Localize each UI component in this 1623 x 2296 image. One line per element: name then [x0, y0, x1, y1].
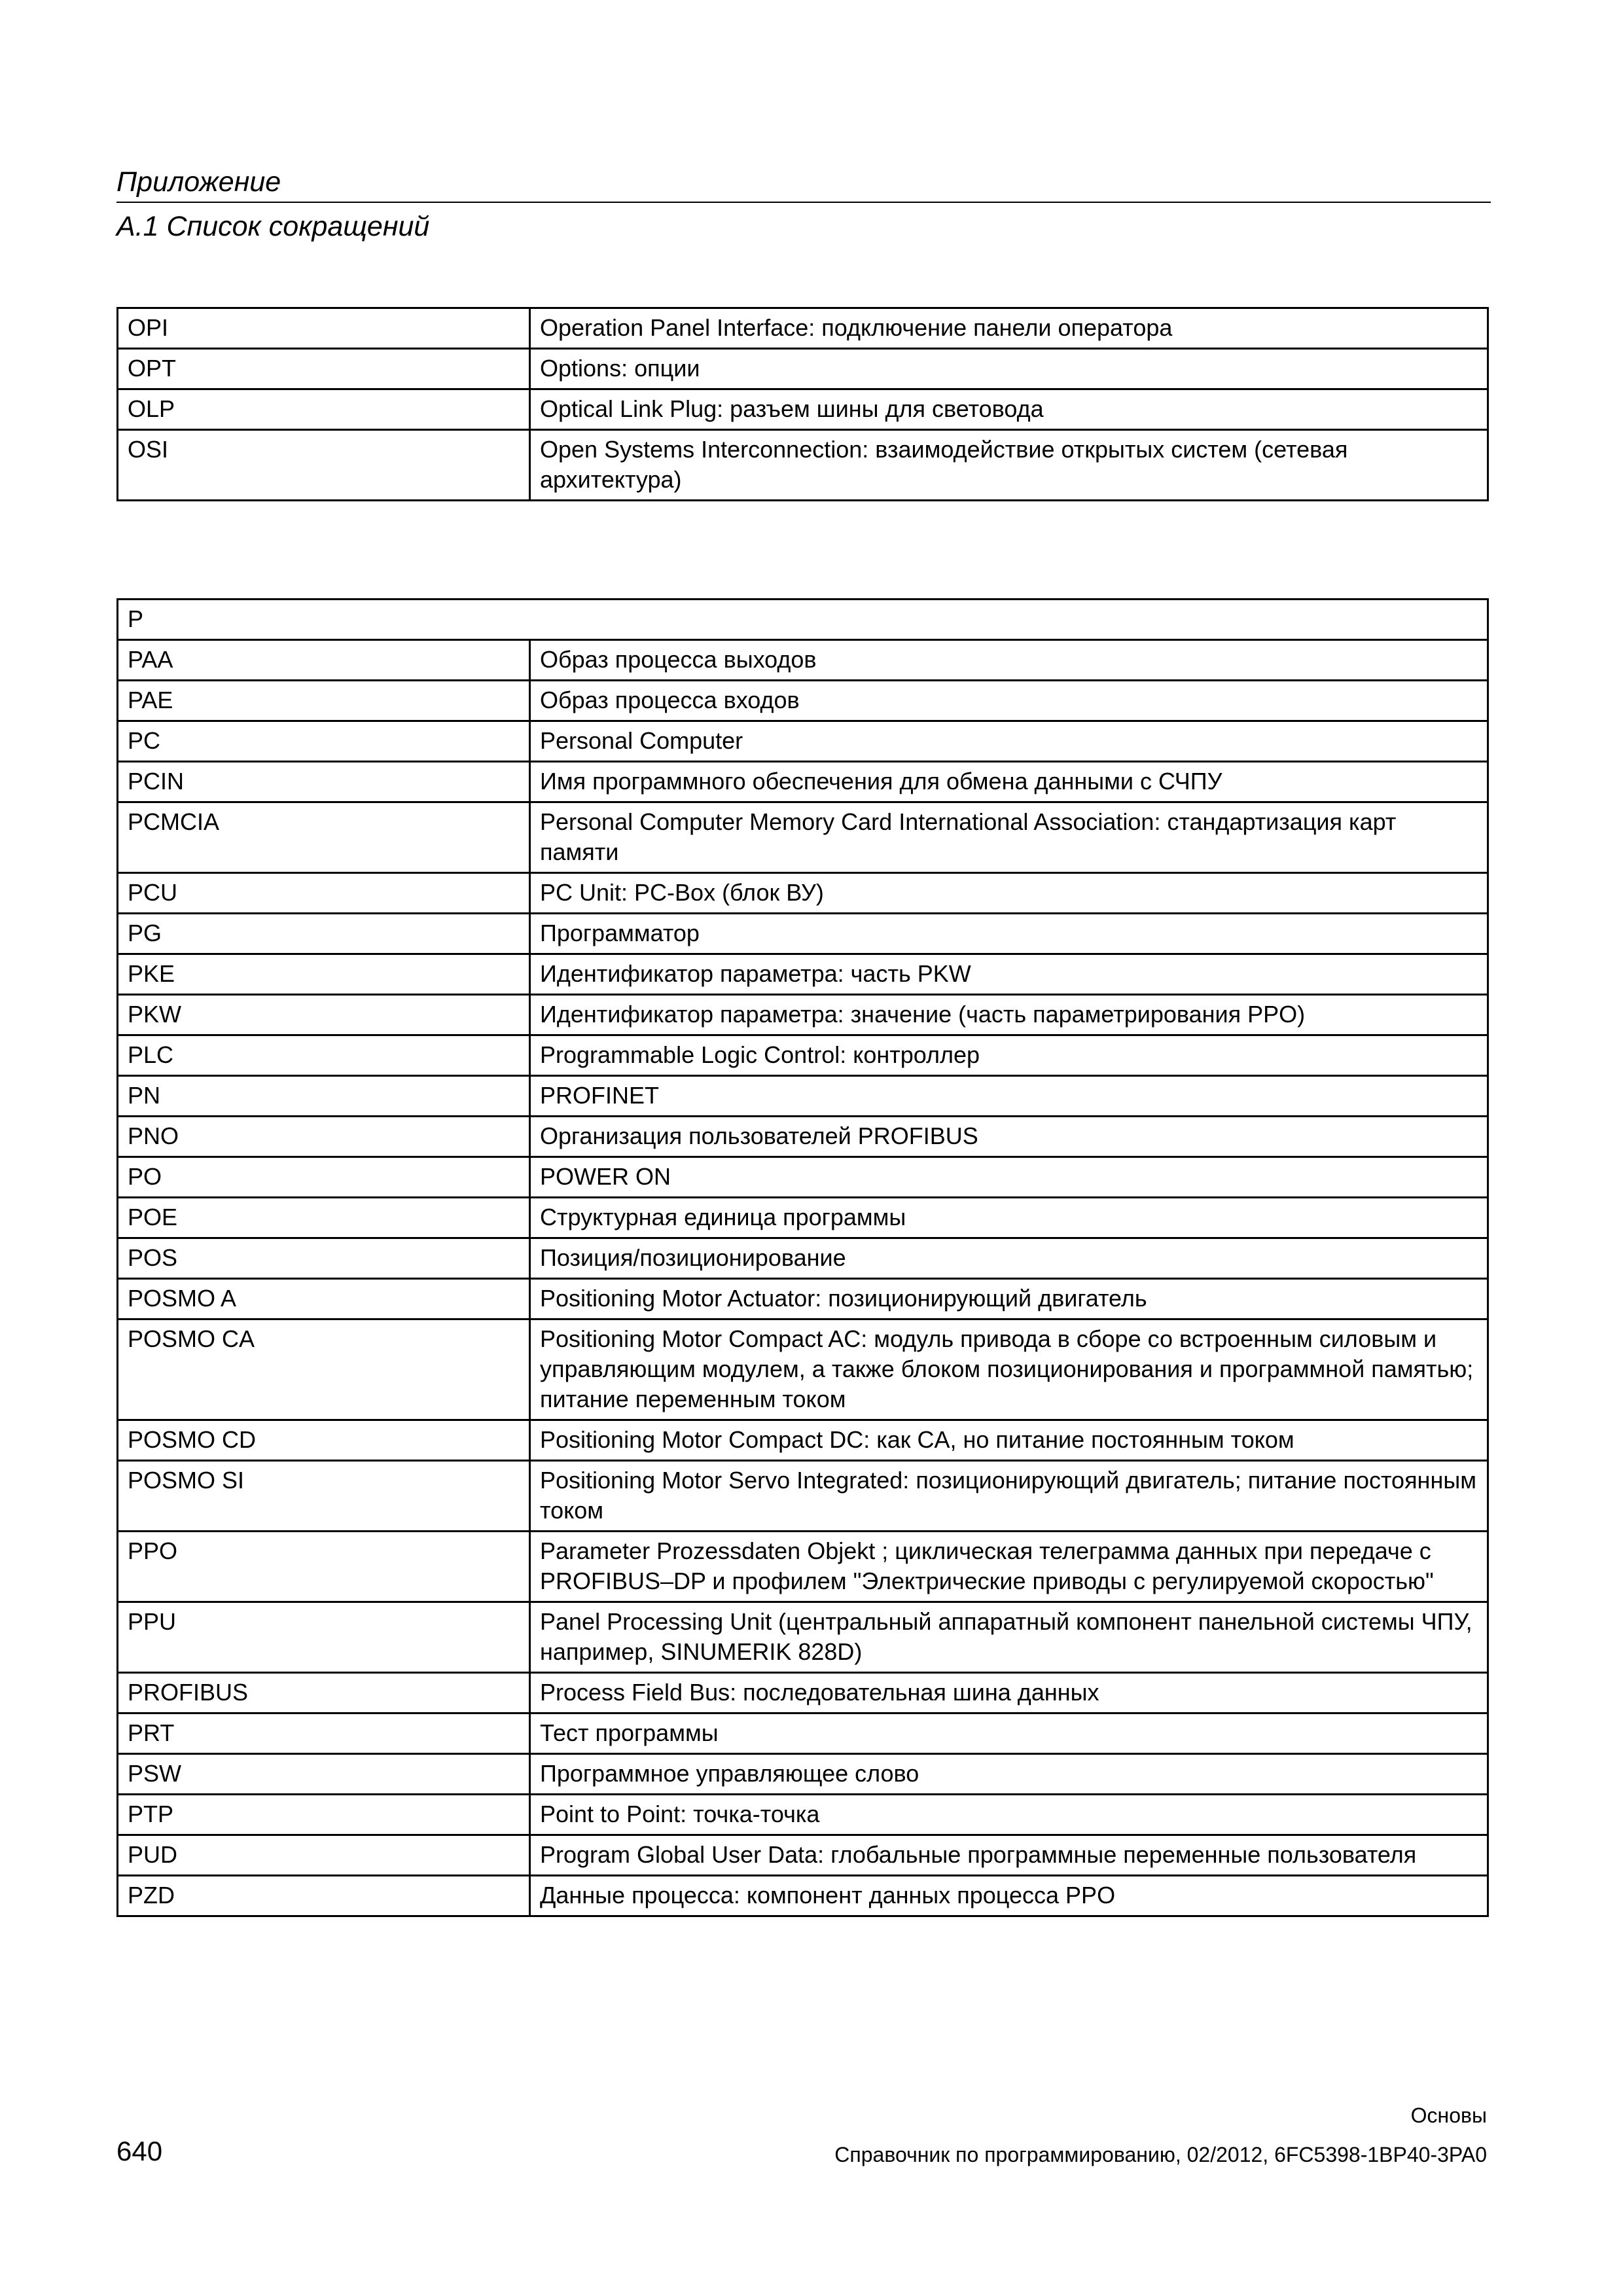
section-letter: P — [118, 600, 1488, 640]
description-cell: Programmable Logic Control: контроллер — [530, 1035, 1488, 1076]
abbreviation-cell: POSMO A — [118, 1279, 530, 1319]
description-cell: Позиция/позиционирование — [530, 1238, 1488, 1279]
abbreviation-cell: PROFIBUS — [118, 1673, 530, 1713]
description-cell: POWER ON — [530, 1157, 1488, 1198]
abbreviation-cell: PLC — [118, 1035, 530, 1076]
abbreviation-cell: POS — [118, 1238, 530, 1279]
abbreviation-cell: POE — [118, 1198, 530, 1238]
abbreviation-cell: PUD — [118, 1835, 530, 1876]
description-cell: Имя программного обеспечения для обмена данными с СЧПУ — [530, 762, 1488, 802]
table-row — [118, 1673, 1488, 1713]
abbreviation-cell: PAA — [118, 640, 530, 681]
description-cell: Программное управляющее слово — [530, 1754, 1488, 1795]
table-row — [118, 430, 1488, 501]
table-row — [118, 873, 1488, 914]
description-cell: Образ процесса входов — [530, 681, 1488, 721]
table-row — [118, 995, 1488, 1035]
description-cell: Personal Computer Memory Card International Association: стандартизация карт памяти — [530, 802, 1488, 873]
description-cell: Образ процесса выходов — [530, 640, 1488, 681]
description-cell: PROFINET — [530, 1076, 1488, 1117]
table-row — [118, 1795, 1488, 1835]
running-header — [116, 165, 1491, 243]
description-cell: Open Systems Interconnection: взаимодействие открытых систем (сетевая архитектура) — [530, 430, 1488, 501]
abbreviation-cell: PRT — [118, 1713, 530, 1754]
abbreviation-cell: PTP — [118, 1795, 530, 1835]
table-row — [118, 1319, 1488, 1420]
table-row — [118, 721, 1488, 762]
abbreviation-cell: OPT — [118, 349, 530, 389]
table-row — [118, 1238, 1488, 1279]
table-row — [118, 681, 1488, 721]
description-cell: Panel Processing Unit (центральный аппаратный компонент панельной системы ЧПУ, например, SINUMERIK 828D) — [530, 1602, 1488, 1673]
abbreviation-cell: PNO — [118, 1117, 530, 1157]
abbreviations-table-o — [116, 307, 1489, 501]
abbreviation-cell: PKW — [118, 995, 530, 1035]
abbreviation-cell: PCMCIA — [118, 802, 530, 873]
table-row — [118, 1876, 1488, 1916]
table-row — [118, 1713, 1488, 1754]
abbreviation-cell: PO — [118, 1157, 530, 1198]
table-row — [118, 308, 1488, 349]
description-cell: Program Global User Data: глобальные программные переменные пользователя — [530, 1835, 1488, 1876]
description-cell: Программатор — [530, 914, 1488, 954]
description-cell: Positioning Motor Servo Integrated: позиционирующий двигатель; питание постоянным током — [530, 1461, 1488, 1532]
description-cell: Идентификатор параметра: значение (часть параметрирования PPO) — [530, 995, 1488, 1035]
abbreviation-cell: PN — [118, 1076, 530, 1117]
table-row — [118, 954, 1488, 995]
abbreviation-cell: PSW — [118, 1754, 530, 1795]
description-cell: Тест программы — [530, 1713, 1488, 1754]
description-cell: Operation Panel Interface: подключение панели оператора — [530, 308, 1488, 349]
table-row — [118, 1835, 1488, 1876]
abbreviation-cell: POSMO CA — [118, 1319, 530, 1420]
description-cell: Options: опции — [530, 349, 1488, 389]
table-row — [118, 802, 1488, 873]
table-row — [118, 1035, 1488, 1076]
abbreviation-cell: POSMO CD — [118, 1420, 530, 1461]
description-cell: Структурная единица программы — [530, 1198, 1488, 1238]
abbreviation-cell: PCU — [118, 873, 530, 914]
table-row — [118, 1117, 1488, 1157]
description-cell: Идентификатор параметра: часть PKW — [530, 954, 1488, 995]
table-row — [118, 1532, 1488, 1602]
abbreviation-cell: PCIN — [118, 762, 530, 802]
table-row — [118, 914, 1488, 954]
description-cell: Positioning Motor Actuator: позиционирующий двигатель — [530, 1279, 1488, 1319]
table-letter-row — [118, 600, 1488, 640]
table-row — [118, 1279, 1488, 1319]
abbreviation-cell: PPU — [118, 1602, 530, 1673]
description-cell: Positioning Motor Compact DC: как CA, но питание постоянным током — [530, 1420, 1488, 1461]
description-cell: Process Field Bus: последовательная шина данных — [530, 1673, 1488, 1713]
table-row — [118, 640, 1488, 681]
footer-document-title: Справочник по программированию, 02/2012, 6FC5398-1BP40-3PA0 — [834, 2143, 1487, 2166]
abbreviation-cell: PKE — [118, 954, 530, 995]
description-cell: Parameter Prozessdaten Objekt ; циклическая телеграмма данных при передаче с PROFIBUS–DP и профилем "Электрические приводы с регулируемой скоростью" — [530, 1532, 1488, 1602]
abbreviation-cell: POSMO SI — [118, 1461, 530, 1532]
description-cell: Personal Computer — [530, 721, 1488, 762]
table-row — [118, 1602, 1488, 1673]
table-row — [118, 389, 1488, 430]
description-cell: PC Unit: PC-Box (блок ВУ) — [530, 873, 1488, 914]
abbreviation-cell: PC — [118, 721, 530, 762]
abbreviation-cell: OPI — [118, 308, 530, 349]
description-cell: Optical Link Plug: разъем шины для световода — [530, 389, 1488, 430]
description-cell: Организация пользователей PROFIBUS — [530, 1117, 1488, 1157]
table-row — [118, 1157, 1488, 1198]
abbreviation-cell: PPO — [118, 1532, 530, 1602]
description-cell: Данные процесса: компонент данных процесса PPO — [530, 1876, 1488, 1916]
table-row — [118, 1076, 1488, 1117]
description-cell: Point to Point: точка-точка — [530, 1795, 1488, 1835]
abbreviation-cell: OLP — [118, 389, 530, 430]
abbreviation-cell: OSI — [118, 430, 530, 501]
description-cell: Positioning Motor Compact AC: модуль привода в сборе со встроенным силовым и управляющим модулем, а также блоком позиционирования и программной памятью; питание переменным током — [530, 1319, 1488, 1420]
table-row — [118, 1420, 1488, 1461]
abbreviation-cell: PAE — [118, 681, 530, 721]
chapter-title: Приложение — [116, 165, 1491, 203]
table-row — [118, 1198, 1488, 1238]
table-row — [118, 762, 1488, 802]
abbreviation-cell: PG — [118, 914, 530, 954]
page-number: 640 — [116, 2136, 163, 2166]
table-row — [118, 349, 1488, 389]
section-title: A.1 Список сокращений — [116, 211, 430, 242]
table-row — [118, 1754, 1488, 1795]
abbreviations-table-p — [116, 598, 1489, 1917]
abbreviation-cell: PZD — [118, 1876, 530, 1916]
table-row — [118, 1461, 1488, 1532]
footer-section-name: Основы — [1410, 2104, 1487, 2127]
